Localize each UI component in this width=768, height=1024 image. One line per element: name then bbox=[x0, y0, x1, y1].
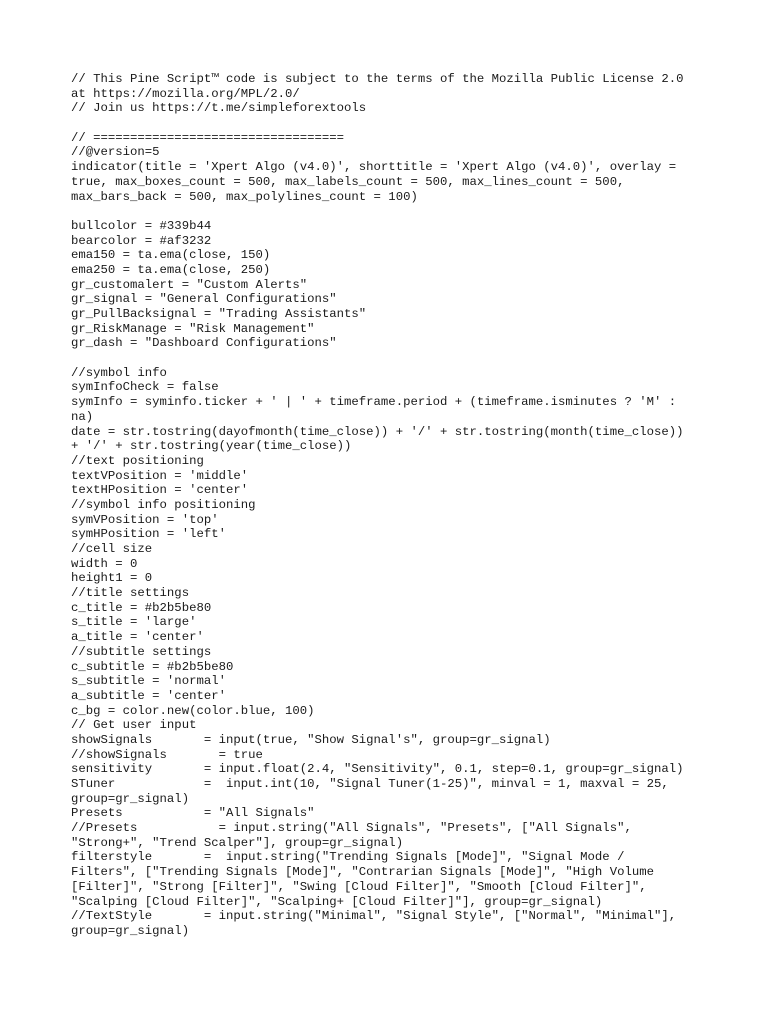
code-line: ema150 = ta.ema(close, 150) bbox=[71, 248, 271, 263]
code-line: Filters", ["Trending Signals [Mode]", "Contrarian Signals [Mode]", "High Volume bbox=[71, 865, 654, 880]
code-line: symInfoCheck = false bbox=[71, 380, 219, 395]
code-line: width = 0 bbox=[71, 556, 138, 571]
code-line: "Strong+", "Trend Scalper"], group=gr_signal) bbox=[71, 835, 404, 850]
code-line: max_bars_back = 500, max_polylines_count = 100) bbox=[71, 189, 418, 204]
code-line: gr_RiskManage = "Risk Management" bbox=[71, 321, 315, 336]
code-line: symHPosition = 'left' bbox=[71, 527, 226, 542]
code-line: // This Pine Script™ code is subject to the terms of the Mozilla Public License 2.0 bbox=[71, 72, 684, 86]
code-line: "Scalping [Cloud Filter]", "Scalping+ [Cloud Filter]"], group=gr_signal) bbox=[71, 894, 603, 909]
code-line: na) bbox=[71, 409, 94, 424]
code-line: //@version=5 bbox=[71, 145, 160, 160]
code-line: s_subtitle = 'normal' bbox=[71, 674, 226, 689]
code-line: c_subtitle = #b2b5be80 bbox=[71, 659, 234, 674]
code-line: gr_dash = "Dashboard Configurations" bbox=[71, 336, 337, 351]
code-line bbox=[71, 204, 731, 219]
code-listing bbox=[71, 72, 731, 939]
code-line: group=gr_signal) bbox=[71, 791, 190, 806]
code-line: showSignals = input(true, "Show Signal's", group=gr_signal) bbox=[71, 732, 551, 747]
code-line: //text positioning bbox=[71, 453, 204, 468]
code-line: indicator(title = 'Xpert Algo (v4.0)', shorttitle = 'Xpert Algo (v4.0)', overlay = bbox=[71, 160, 677, 175]
code-line: //Presets = input.string("All Signals", "Presets", ["All Signals", bbox=[71, 821, 632, 836]
code-line: c_bg = color.new(color.blue, 100) bbox=[71, 703, 315, 718]
code-line: true, max_boxes_count = 500, max_labels_count = 500, max_lines_count = 500, bbox=[71, 174, 625, 189]
code-line: //cell size bbox=[71, 542, 153, 556]
code-line: gr_customalert = "Custom Alerts" bbox=[71, 277, 308, 292]
code-line: c_title = #b2b5be80 bbox=[71, 600, 212, 615]
code-line: //title settings bbox=[71, 586, 190, 601]
code-line: date = str.tostring(dayofmonth(time_close)) + '/' + str.tostring(month(time_close)) bbox=[71, 424, 684, 439]
code-line: textHPosition = 'center' bbox=[71, 483, 249, 498]
code-line: bearcolor = #af3232 bbox=[71, 233, 212, 248]
code-line: STuner = input.int(10, "Signal Tuner(1-25)", minval = 1, maxval = 25, bbox=[71, 777, 669, 791]
code-line: a_title = 'center' bbox=[71, 630, 204, 645]
code-line: //showSignals = true bbox=[71, 747, 263, 762]
code-line: //symbol info positioning bbox=[71, 497, 256, 512]
code-line: // Get user input bbox=[71, 718, 197, 733]
code-line: gr_signal = "General Configurations" bbox=[71, 292, 337, 307]
code-line: textVPosition = 'middle' bbox=[71, 468, 249, 483]
code-line: //symbol info bbox=[71, 365, 167, 380]
code-line: //TextStyle = input.string("Minimal", "Signal Style", ["Normal", "Minimal"], bbox=[71, 909, 677, 924]
code-line bbox=[71, 351, 731, 366]
code-line: Presets = "All Signals" bbox=[71, 806, 315, 821]
code-line: //subtitle settings bbox=[71, 644, 212, 659]
code-line: symVPosition = 'top' bbox=[71, 512, 219, 527]
code-line: at https://mozilla.org/MPL/2.0/ bbox=[71, 86, 300, 101]
code-line: gr_PullBacksignal = "Trading Assistants" bbox=[71, 307, 367, 321]
code-line: + '/' + str.tostring(year(time_close)) bbox=[71, 439, 352, 454]
code-line: height1 = 0 bbox=[71, 571, 153, 586]
code-line: symInfo = syminfo.ticker + ' | ' + timeframe.period + (timeframe.isminutes ? 'M' : bbox=[71, 395, 677, 410]
code-line: [Filter]", "Strong [Filter]", "Swing [Cloud Filter]", "Smooth [Cloud Filter]", bbox=[71, 879, 647, 894]
code-line: filterstyle = input.string("Trending Signals [Mode]", "Signal Mode / bbox=[71, 850, 625, 865]
code-line: a_subtitle = 'center' bbox=[71, 688, 226, 703]
code-line: sensitivity = input.float(2.4, "Sensitivity", 0.1, step=0.1, group=gr_signal) bbox=[71, 762, 684, 777]
code-line: ema250 = ta.ema(close, 250) bbox=[71, 262, 271, 277]
code-line: // ================================== bbox=[71, 130, 345, 145]
code-line: // Join us https://t.me/simpleforextools bbox=[71, 101, 367, 116]
code-line: group=gr_signal) bbox=[71, 923, 190, 938]
code-line: s_title = 'large' bbox=[71, 615, 197, 630]
code-line: bullcolor = #339b44 bbox=[71, 218, 212, 233]
code-line bbox=[71, 116, 731, 131]
